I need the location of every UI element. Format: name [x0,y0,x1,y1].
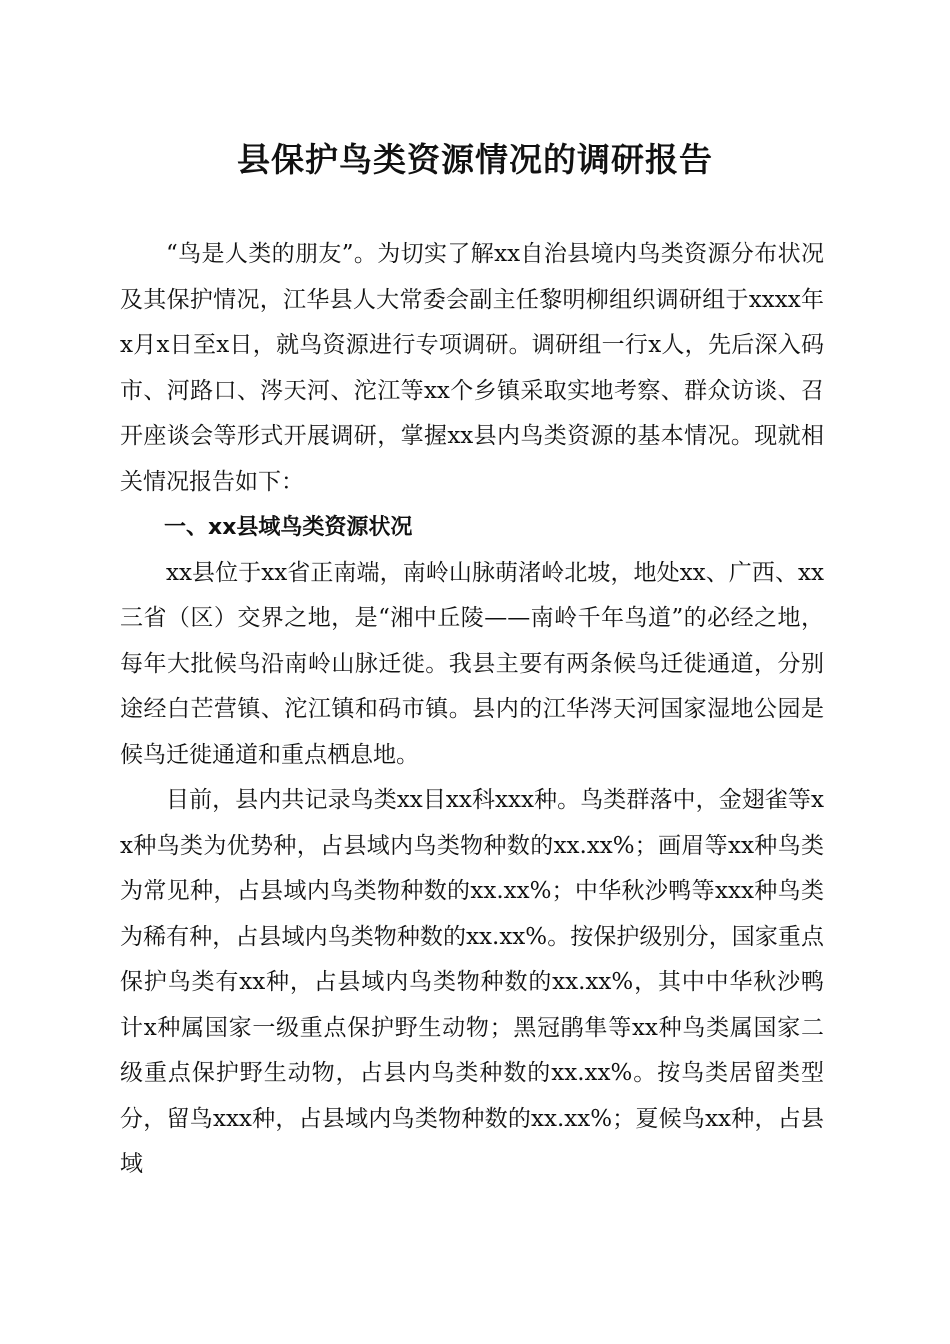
species-paragraph: 目前，县内共记录鸟类xx目xx科xxx种。鸟类群落中，金翅雀等xx种鸟类为优势种，占县域内鸟类物种数的xx.xx%；画眉等xx种鸟类为常见种，占县域内鸟类物种数的xx.xx%；中华秋沙鸭等xxx种鸟类为稀有种，占县域内鸟类物种数的xx.xx%。按保护级别分，国家重点保护鸟类有xx种，占县域内鸟类物种数的xx.xx%，其中中华秋沙鸭计x种属国家一级重点保护野生动物；黑冠鹃隼等xx种鸟类属国家二级重点保护野生动物，占县内鸟类种数的xx.xx%。按鸟类居留类型分，留鸟xxx种，占县域内鸟类物种数的xx.xx%；夏候鸟xx种，占县域 [120,787,824,1177]
document-title: 县保护鸟类资源情况的调研报告 [237,140,713,179]
location-paragraph: xx县位于xx省正南端，南岭山脉萌渚岭北坡，地处xx、广西、xx三省（区）交界之地，是“湘中丘陵——南岭千年鸟道”的必经之地，每年大批候鸟沿南岭山脉迁徙。我县主要有两条候鸟迁徙通道，分别途经白芒营镇、沱江镇和码市镇。县内的江华涔天河国家湿地公园是候鸟迁徙通道和重点栖息地。 [120,559,824,768]
section-heading-1: 一、xx县域鸟类资源状况 [164,515,413,540]
intro-paragraph: “鸟是人类的朋友”。为切实了解xx自治县境内鸟类资源分布状况及其保护情况，江华县人大常委会副主任黎明柳组织调研组于xxxx年x月x日至x日，就鸟资源进行专项调研。调研组一行x人，先后深入码市、河路口、涔天河、沱江等xx个乡镇采取实地考察、群众访谈、召开座谈会等形式开展调研，掌握xx县内鸟类资源的基本情况。现就相关情况报告如下： [120,241,824,495]
document-body [120,232,824,1188]
